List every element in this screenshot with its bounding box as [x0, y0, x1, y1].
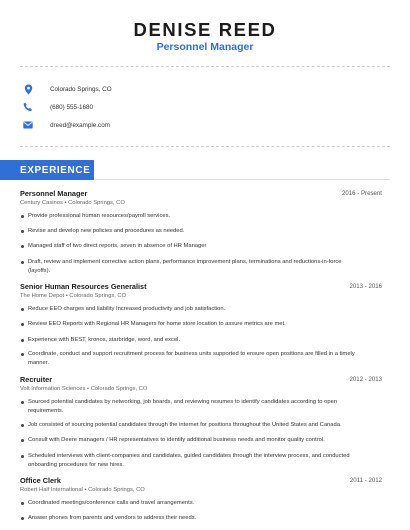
- section-rule: [94, 179, 390, 180]
- company-name: Century Casinos: [20, 200, 63, 206]
- company-location: Colorado Springs, CO: [88, 487, 145, 493]
- company-name: Volt Information Sciences: [20, 386, 86, 392]
- job-bullet: Job consisted of sourcing potential candidates through the internet for positions throughout the United States and Canada.: [20, 421, 365, 430]
- job-bullet: Answer phones from parents and vendors to address their needs.: [20, 514, 365, 523]
- candidate-name: DENISE REED: [133, 19, 277, 40]
- job-bullet: Draft, review and implement corrective action plans, performance improvement plans, terminations and reductions-in-force (layoffs).: [20, 258, 365, 276]
- job-title: Personnel Manager: [20, 189, 88, 198]
- candidate-title: Personnel Manager: [156, 41, 254, 53]
- envelope-icon: [22, 119, 34, 131]
- company-location: Colorado Springs, CO: [68, 200, 125, 206]
- job-bullet: Managed staff of two direct reports, seven in absence of HR Manager: [20, 242, 365, 251]
- job-dates: 2013 - 2016: [349, 283, 382, 290]
- divider-top: [20, 66, 390, 67]
- job-bullet: Consult with Deere managers / HR representatives to identify additional business needs and monitor quality control.: [20, 436, 365, 445]
- contact-email-text: dreed@example.com: [50, 121, 110, 129]
- job-bullet: Reduce EEO charges and liability Increased productivity and job satisfaction.: [20, 305, 365, 314]
- job-title: Office Clerk: [20, 476, 61, 485]
- job-dates: 2012 - 2013: [349, 376, 382, 383]
- map-pin-icon: [22, 83, 34, 95]
- job-bullet: Experience with BEST, kronos, starbridge, word, and excel.: [20, 336, 365, 345]
- job-bullet: Review EEO Reports with Regional HR Managers for home store location to assure metrics are met.: [20, 320, 365, 329]
- company-name: The Home Depot: [20, 293, 65, 299]
- job-dates: 2011 - 2012: [349, 477, 382, 484]
- job-title: Recruiter: [20, 375, 53, 384]
- contact-location-text: Colorado Springs, CO: [50, 85, 112, 93]
- contact-phone: [22, 101, 93, 113]
- job-company: Volt Information Sciences • Colorado Springs, CO: [20, 386, 148, 392]
- job-company: Robert Half International • Colorado Springs, CO: [20, 487, 145, 493]
- contact-phone-text: (680) 555-1680: [50, 103, 94, 111]
- job-bullet: Coordinated meetings/conference calls and travel arrangements.: [20, 499, 365, 508]
- phone-icon: [22, 101, 34, 113]
- job-company: The Home Depot • Colorado Springs, CO: [20, 293, 127, 299]
- job-bullet: Revise and develop new policies and procedures as needed.: [20, 227, 365, 236]
- job-title: Senior Human Resources Generalist: [20, 282, 147, 291]
- contact-location: [22, 83, 112, 95]
- contact-email: [22, 119, 110, 131]
- divider-contact: [20, 146, 390, 147]
- job-dates: 2016 - Present: [342, 190, 382, 197]
- company-location: Colorado Springs, CO: [69, 293, 127, 299]
- job-company: Century Casinos • Colorado Springs, CO: [20, 200, 125, 206]
- job-bullet: Provide professional human resources/payroll services.: [20, 212, 365, 221]
- company-name: Robert Half International: [20, 487, 83, 493]
- company-location: Colorado Springs, CO: [90, 386, 148, 392]
- section-heading-experience: EXPERIENCE: [0, 160, 94, 180]
- job-bullet: Coordinate, conduct and support recruitment process for business units supported to ensure open positions are filled in a timely manner.: [20, 350, 365, 368]
- job-bullet: Sourced potential candidates by networking, job boards, and reviewing resumes to identify candidates according to open requirements.: [20, 398, 365, 416]
- job-bullet: Scheduled interviews with client-companies and candidates, guided candidates through the interview process, and conducted onboarding procedures for new hires.: [20, 452, 365, 470]
